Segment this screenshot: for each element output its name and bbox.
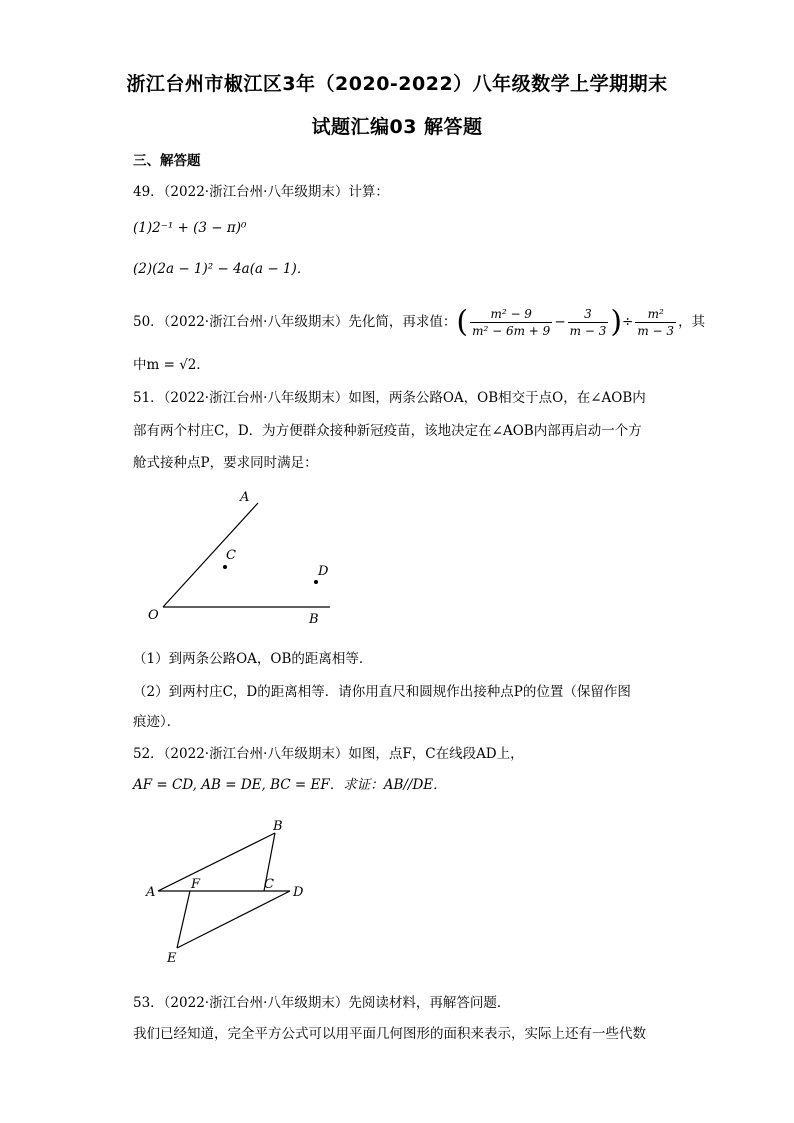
q51-line1: 51．（2022·浙江台州·八年级期末）如图，两条公路OA，OB相交于点O，在∠AOB内 xyxy=(133,390,646,406)
segment-AB xyxy=(158,833,275,891)
divide-sign: ÷ xyxy=(622,314,634,330)
q50-line1 xyxy=(133,302,705,343)
q50-fraction3 xyxy=(635,306,676,339)
label-A: A xyxy=(240,490,250,505)
document-title-line2: 试题汇编03 解答题 xyxy=(311,116,483,138)
label-C: C xyxy=(264,877,274,892)
label-B: B xyxy=(309,612,319,627)
point-D-dot xyxy=(314,580,318,584)
label-O: O xyxy=(148,608,159,623)
frac1-numerator: m² − 9 xyxy=(470,306,552,323)
label-D: D xyxy=(318,564,329,579)
label-B: B xyxy=(273,819,283,834)
q50-fraction1 xyxy=(470,306,552,339)
ray-OA xyxy=(163,503,258,607)
frac3-numerator: m² xyxy=(635,306,676,323)
frac2-numerator: 3 xyxy=(568,306,609,323)
q49-stem: 49．（2022·浙江台州·八年级期末）计算： xyxy=(133,184,389,200)
q49-part2: (2)(2a − 1)² − 4a(a − 1)． xyxy=(133,261,311,277)
right-paren: ) xyxy=(610,304,623,340)
frac2-denominator: m − 3 xyxy=(569,324,607,338)
point-C-dot xyxy=(223,565,227,569)
label-C: C xyxy=(226,548,236,563)
q51-figure-angle xyxy=(130,485,350,635)
minus-sign: − xyxy=(554,314,566,330)
q51-condition3: 痕迹）． xyxy=(133,714,181,730)
segment-EF xyxy=(177,891,190,948)
q51-condition2: （2）到两村庄C，D的距离相等．请你用直尺和圆规作出接种点P的位置（保留作图 xyxy=(133,684,631,700)
label-E: E xyxy=(167,951,177,966)
label-F: F xyxy=(191,877,201,892)
q50-fraction2 xyxy=(568,306,609,339)
left-paren: ( xyxy=(456,304,469,340)
label-D: D xyxy=(293,885,304,900)
q52-line2: AF = CD, AB = DE, BC = EF．求证：AB//DE． xyxy=(133,777,447,793)
q50-stem: 50．（2022·浙江台州·八年级期末）先化简，再求值： xyxy=(133,314,457,330)
q49-part1: (1)2⁻¹ + (3 − π)⁰ xyxy=(133,220,247,236)
q50-line2: 中m = √2． xyxy=(133,357,210,373)
q53-line1: 53．（2022·浙江台州·八年级期末）先阅读材料，再解答问题． xyxy=(133,995,511,1011)
q52-figure-triangles xyxy=(140,815,320,970)
q51-condition1: （1）到两条公路OA，OB的距离相等． xyxy=(133,651,373,667)
q53-line2: 我们已经知道，完全平方公式可以用平面几何图形的面积来表示，实际上还有一些代数 xyxy=(133,1026,646,1042)
document-title-line1: 浙江台州市椒江区3年（2020-2022）八年级数学上学期期末 xyxy=(126,73,668,95)
segment-DE xyxy=(177,891,290,948)
q51-line2: 部有两个村庄C，D．为方便群众接种新冠疫苗，该地决定在∠AOB内部再启动一个方 xyxy=(133,423,642,439)
frac1-denominator: m² − 6m + 9 xyxy=(472,324,551,338)
q51-line3: 舱式接种点P，要求同时满足： xyxy=(133,455,318,471)
q50-tail: ，其 xyxy=(678,314,706,330)
q52-line1: 52．（2022·浙江台州·八年级期末）如图，点F，C在线段AD上， xyxy=(133,746,524,762)
section-heading: 三、解答题 xyxy=(133,153,201,169)
frac3-denominator: m − 3 xyxy=(637,324,675,338)
label-A: A xyxy=(146,885,156,900)
